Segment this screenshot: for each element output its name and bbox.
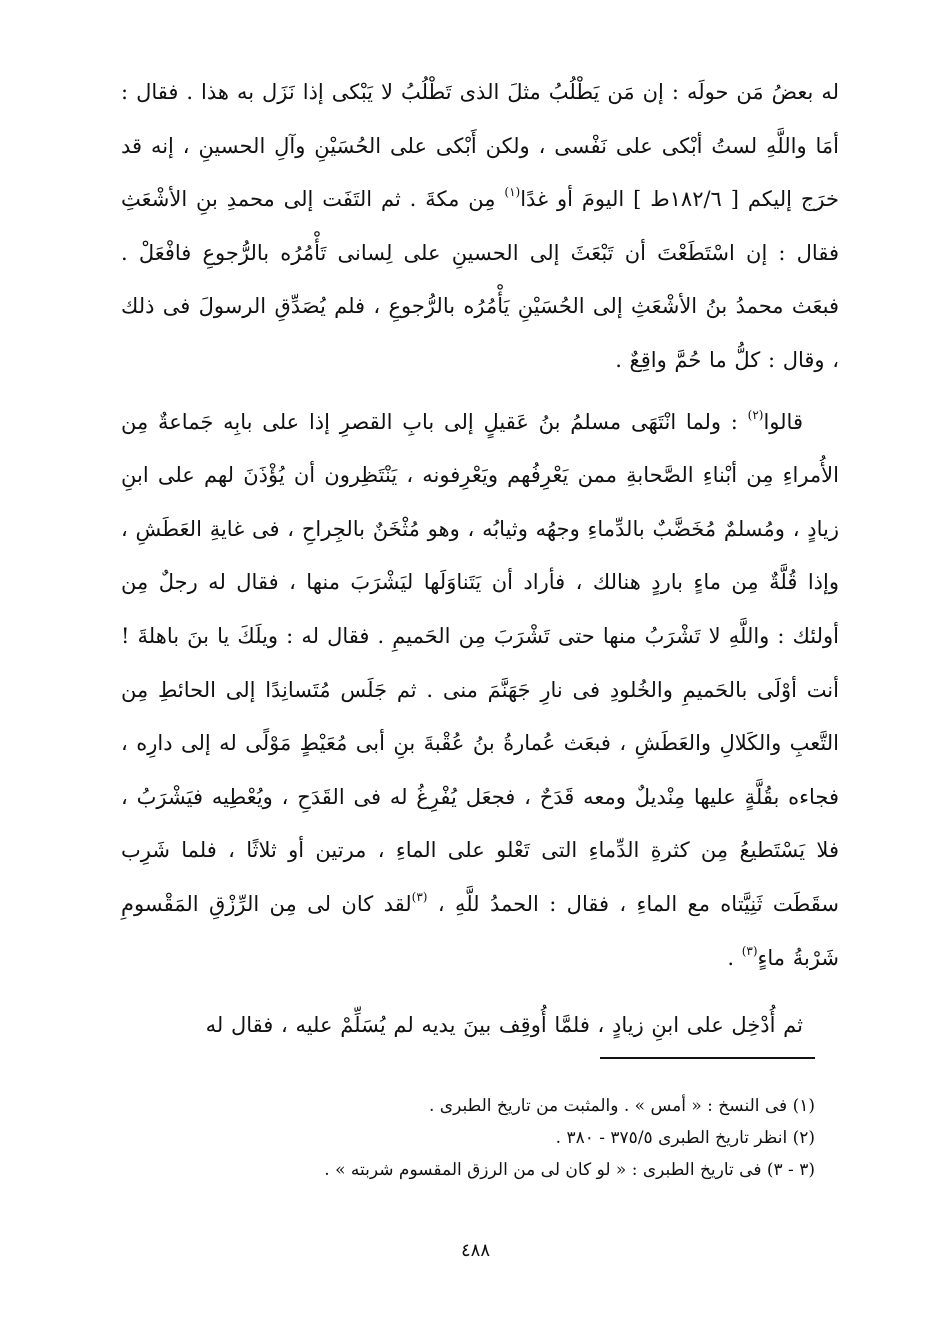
paragraph-2-text-c: لقد كان لى مِن الرِّزْقِ المَقْسومِ شَرْبةُ ماءٍ [121, 891, 839, 970]
footnote-2: (٢) انظر تاريخ الطبرى ٣٧٥/٥ - ٣٨٠ . [555, 1128, 815, 1148]
paragraph-2 [121, 396, 839, 986]
paragraph-3: ثم أُدْخِل على ابنِ زيادٍ ، فلمَّا أُوقِف بينَ يديه لم يُسَلِّمْ عليه ، فقال له [205, 1013, 803, 1038]
page-number: ٤٨٨ [460, 1240, 490, 1261]
footnotes [125, 1090, 815, 1186]
paragraph-2-text-a: قالوا [763, 409, 803, 434]
paragraph-1-text-a: له بعضُ مَن حولَه : إن مَن يَطْلُبُ مثلَ الذى تَطْلُبُ لا يَبْكى إذا نَزَل به هذا . فقال : أمَا واللَّهِ لستُ أبْكى على نَفْسى ، ولكن أَبْكى على الحُسَيْنِ وآلِ الحسينِ ، إنه قد خرَج إليكم [ ١٨٢/٦ط ] اليومَ أو غدًا [121, 80, 839, 212]
footnote-divider [600, 1057, 815, 1059]
footnote-ref-3-close: (٣) [741, 943, 758, 958]
paragraph-2-text-d: . [727, 945, 742, 970]
paragraph-2-text-b: : ولما انْتَهَى مسلمُ بنُ عَقيلٍ إلى بابِ القصرِ إذا على بابِه جَماعةٌ مِن الأُمراءِ مِن أبْناءِ الصَّحابةِ ممن يَعْرِفُهم ويَعْرِفونه ، يَنْتَظِرون أن يُؤْذَنَ لهم على ابنِ زيادٍ ، ومُسلمٌ مُخَضَّبٌ بالدِّماءِ وجهُه وثيابُه ، وهو مُثْخَنٌ بالجِراحِ ، فى غايةِ العَطَشِ ، وإذا قُلَّةٌ مِن ماءٍ باردٍ هنالك ، فأراد أن يَتَناوَلَها ليَشْرَبَ منها ، فقال له رجلٌ مِن أولئك : واللَّهِ لا تَشْرَبُ منها حتى تَشْرَبَ مِن الحَميمِ . فقال له : ويلَكَ يا بنَ باهلةَ ! أنت أوْلَى بالحَميمِ والخُلودِ فى نارِ جَهَنَّمَ منى . ثم جَلَس مُتَسانِدًا إلى الحائطِ مِن التَّعبِ والكَلالِ والعَطَشِ ، فبعَث عُمارةُ بنُ عُقْبةَ بنِ أبى مُعَيْطٍ مَوْلًى له إلى دارِه ، فجاءه بقُلَّةٍ عليها مِنْديلٌ ومعه قَدَحٌ ، فجعَل يُفْرِغُ له فى القَدَحِ ، ويُعْطِيه فيَشْرَبُ ، فلا يَسْتَطيعُ مِن كثرةِ الدِّماءِ التى تَعْلو على الماءِ ، مرتين أو ثلاثًا ، فلما شَرِب سقَطَت ثَنِيَّتاه مع الماءِ ، فقال : الحمدُ للَّهِ ، [121, 409, 839, 916]
footnote-ref-1: (١) [504, 185, 521, 200]
paragraph-1 [121, 66, 839, 388]
paragraph-1-text-b: مِن مكةَ . ثم التَفَت إلى محمدِ بنِ الأشْعَثِ فقال : إن اسْتَطَعْتَ أن تَبْعَثَ إلى الحسينِ على لِسانى تَأْمُرُه بالرُّجوعِ فافْعَلْ . فبعَث محمدُ بنُ الأشْعَثِ إلى الحُسَيْنِ يَأْمُرُه بالرُّجوعِ ، فلم يُصَدِّقِ الرسولَ فى ذلك ، وقال : كلُّ ما حُمَّ واقِعٌ . [121, 187, 839, 372]
main-text [121, 66, 839, 1053]
footnote-ref-2: (٢) [747, 407, 764, 422]
footnote-1: (١) فى النسخ : « أمس » . والمثبت من تاريخ الطبرى . [429, 1096, 815, 1116]
footnote-3: (٣ - ٣) فى تاريخ الطبرى : « لو كان لى من الرزق المقسوم شربته » . [324, 1160, 815, 1180]
footnote-ref-3-open: (٣) [411, 889, 428, 904]
